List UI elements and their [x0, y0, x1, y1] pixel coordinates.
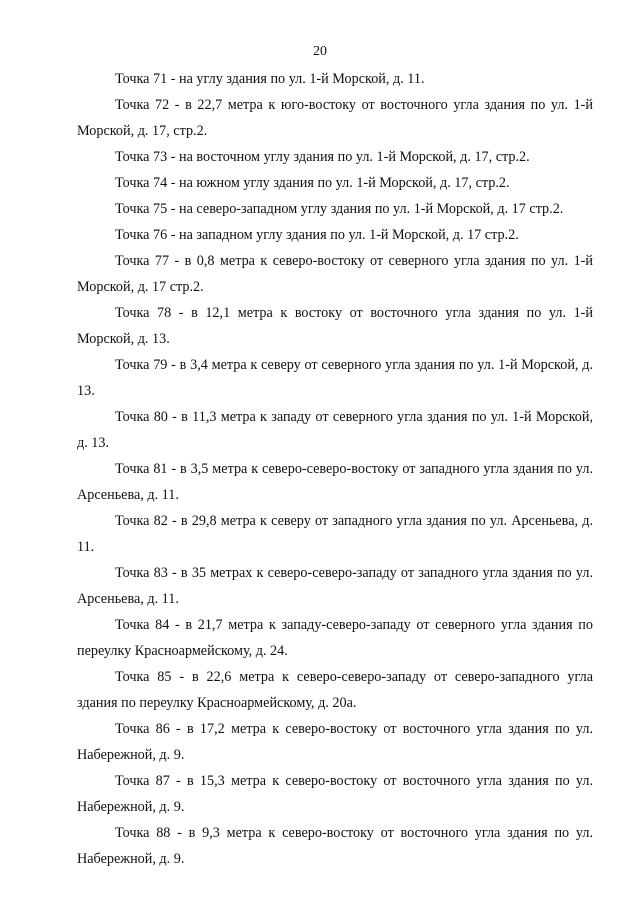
paragraph-point-81: Точка 81 - в 3,5 метра к северо-северо-востоку от западного угла здания по ул. Арсеньева, д. 11. — [77, 461, 593, 503]
paragraph-point-78: Точка 78 - в 12,1 метра к востоку от восточного угла здания по ул. 1-й Морской, д. 13. — [77, 305, 593, 347]
paragraph-point-88: Точка 88 - в 9,3 метра к северо-востоку от восточного угла здания по ул. Набережной, д. 9. — [77, 825, 593, 867]
paragraph-point-73: Точка 73 - на восточном углу здания по ул. 1-й Морской, д. 17, стр.2. — [115, 149, 530, 165]
document-body — [77, 66, 593, 872]
paragraph-point-75: Точка 75 - на северо-западном углу здания по ул. 1-й Морской, д. 17 стр.2. — [115, 201, 564, 217]
paragraph-point-76: Точка 76 - на западном углу здания по ул. 1-й Морской, д. 17 стр.2. — [115, 227, 519, 243]
paragraph-point-74: Точка 74 - на южном углу здания по ул. 1-й Морской, д. 17, стр.2. — [115, 175, 510, 191]
paragraph-point-71: Точка 71 - на углу здания по ул. 1-й Морской, д. 11. — [115, 71, 425, 87]
paragraph-point-87: Точка 87 - в 15,3 метра к северо-востоку от восточного угла здания по ул. Набережной, д. 9. — [77, 773, 593, 815]
paragraph-point-86: Точка 86 - в 17,2 метра к северо-востоку от восточного угла здания по ул. Набережной, д. 9. — [77, 721, 593, 763]
paragraph-point-83: Точка 83 - в 35 метрах к северо-северо-западу от западного угла здания по ул. Арсеньева, д. 11. — [77, 565, 593, 607]
paragraph-point-77: Точка 77 - в 0,8 метра к северо-востоку от северного угла здания по ул. 1-й Морской, д. 17 стр.2. — [77, 253, 593, 295]
paragraph-point-79: Точка 79 - в 3,4 метра к северу от северного угла здания по ул. 1-й Морской, д. 13. — [77, 357, 593, 399]
paragraph-point-85: Точка 85 - в 22,6 метра к северо-северо-западу от северо-западного угла здания по переулку Красноармейскому, д. 20а. — [77, 669, 593, 711]
paragraph-point-84: Точка 84 - в 21,7 метра к западу-северо-западу от северного угла здания по переулку Красноармейскому, д. 24. — [77, 617, 593, 659]
paragraph-point-82: Точка 82 - в 29,8 метра к северу от западного угла здания по ул. Арсеньева, д. 11. — [77, 513, 593, 555]
paragraph-point-80: Точка 80 - в 11,3 метра к западу от северного угла здания по ул. 1-й Морской, д. 13. — [77, 409, 593, 451]
paragraph-point-72: Точка 72 - в 22,7 метра к юго-востоку от восточного угла здания по ул. 1-й Морской, д. 17, стр.2. — [77, 97, 593, 139]
page-number: 20 — [313, 44, 327, 59]
